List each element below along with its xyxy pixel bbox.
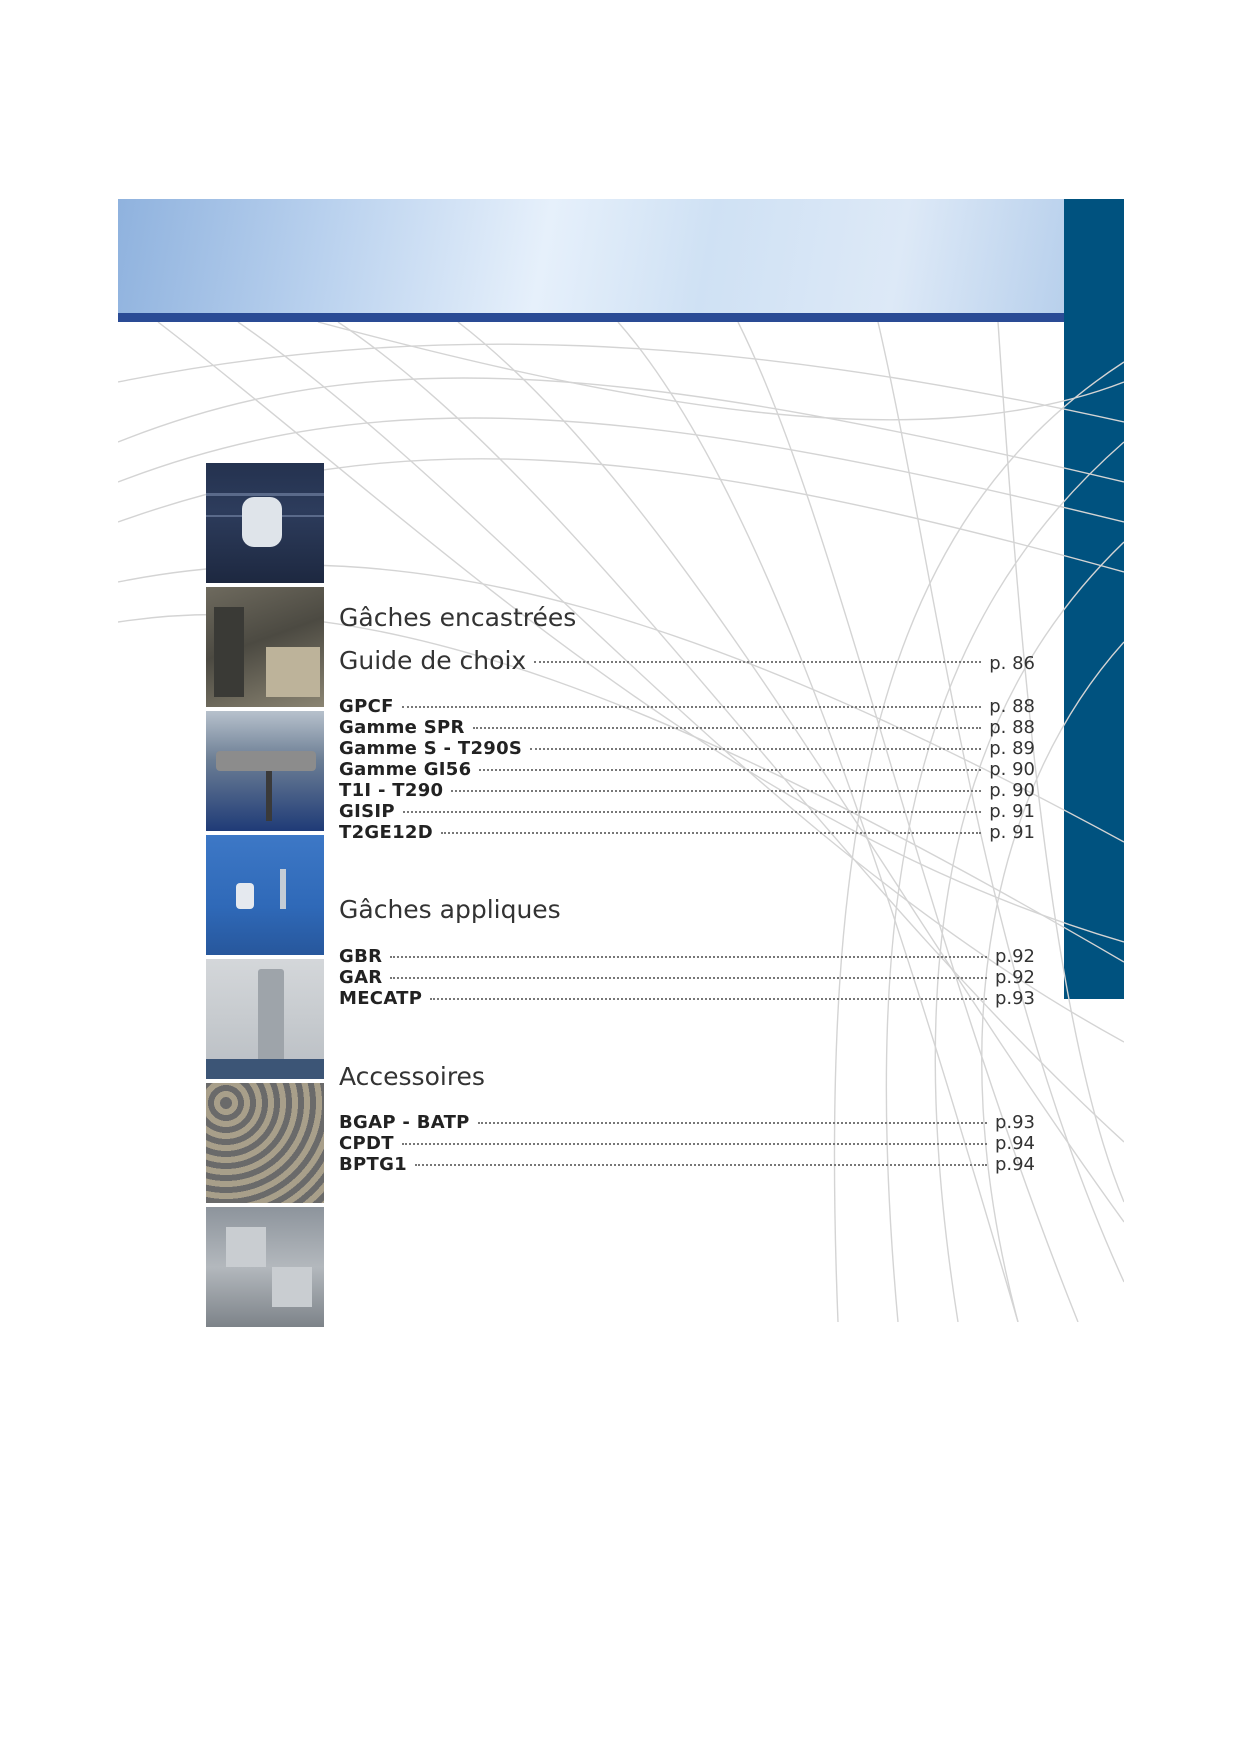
toc-entry-gamme-s-t290s[interactable] xyxy=(339,738,1035,759)
toc-entry-label: GISIP xyxy=(339,801,395,822)
guide-label: Guide de choix xyxy=(339,646,527,675)
section-title-appliques: Gâches appliques xyxy=(339,895,561,924)
toc-entry-bptg1[interactable] xyxy=(339,1154,1035,1175)
toc-entry-page: p.94 xyxy=(994,1133,1035,1154)
photo-column xyxy=(206,463,326,1331)
toc-entry-label: Gamme SPR xyxy=(339,717,465,738)
toc-list-encastrees xyxy=(339,696,1035,843)
leader-dots xyxy=(534,661,981,663)
toc-entry-page: p.93 xyxy=(994,988,1035,1009)
toc-entry-page: p. 91 xyxy=(989,801,1035,822)
toc-entry-mecatp[interactable] xyxy=(339,988,1035,1009)
leader-dots xyxy=(530,748,981,750)
toc-entry-page: p.92 xyxy=(994,967,1035,988)
toc-entry-page: p. 90 xyxy=(989,780,1035,801)
toc-entry-gbr[interactable] xyxy=(339,946,1035,967)
guide-row[interactable] xyxy=(339,646,1035,675)
keypad-on-dark-door-photo xyxy=(206,463,324,583)
toc-entry-label: GPCF xyxy=(339,696,394,717)
leader-dots xyxy=(402,706,982,708)
header-stripe xyxy=(118,313,1064,322)
leader-dots xyxy=(451,790,981,792)
toc-entry-gpcf[interactable] xyxy=(339,696,1035,717)
toc-entry-page: p.92 xyxy=(994,946,1035,967)
toc-entry-bgap-batp[interactable] xyxy=(339,1112,1035,1133)
toc-entry-label: GAR xyxy=(339,967,383,988)
header-banner xyxy=(118,199,1064,313)
toc-entry-gar[interactable] xyxy=(339,967,1035,988)
leader-dots xyxy=(479,769,981,771)
toc-entry-gisip[interactable] xyxy=(339,801,1035,822)
toc-entry-label: T2GE12D xyxy=(339,822,433,843)
toc-entry-page: p. 88 xyxy=(989,717,1035,738)
toc-entry-t2ge12d[interactable] xyxy=(339,822,1035,843)
electrical-boxes-photo xyxy=(206,1207,324,1327)
toc-list-appliques xyxy=(339,946,1035,1009)
steel-keypad-photo xyxy=(206,959,324,1079)
toc-entry-cpdt[interactable] xyxy=(339,1133,1035,1154)
toc-entry-label: T1I - T290 xyxy=(339,780,444,801)
leader-dots xyxy=(478,1122,987,1124)
toc-entry-gamme-gi56[interactable] xyxy=(339,759,1035,780)
leader-dots xyxy=(390,956,987,958)
guide-page: p. 86 xyxy=(989,653,1035,674)
server-room-photo xyxy=(206,587,324,707)
toc-entry-label: Gamme S - T290S xyxy=(339,738,523,759)
toc-entry-page: p. 89 xyxy=(989,738,1035,759)
toc-entry-page: p. 91 xyxy=(989,822,1035,843)
parts-production-photo xyxy=(206,1083,324,1203)
toc-entry-label: BPTG1 xyxy=(339,1154,407,1175)
section-title-accessoires: Accessoires xyxy=(339,1062,485,1091)
toc-entry-page: p. 88 xyxy=(989,696,1035,717)
toc-entry-label: CPDT xyxy=(339,1133,394,1154)
leader-dots xyxy=(441,832,981,834)
toc-list-accessoires xyxy=(339,1112,1035,1175)
toc-entry-page: p.94 xyxy=(994,1154,1035,1175)
toc-entry-page: p.93 xyxy=(994,1112,1035,1133)
leader-dots xyxy=(390,977,986,979)
toc-entry-label: BGAP - BATP xyxy=(339,1112,470,1133)
leader-dots xyxy=(402,1143,987,1145)
toc-entry-label: GBR xyxy=(339,946,383,967)
door-closer-photo xyxy=(206,711,324,831)
keypad-on-blue-door-photo xyxy=(206,835,324,955)
toc-entry-page: p. 90 xyxy=(989,759,1035,780)
section-title-encastrees: Gâches encastrées xyxy=(339,603,577,632)
leader-dots xyxy=(403,811,981,813)
leader-dots xyxy=(430,998,987,1000)
toc-entry-label: Gamme GI56 xyxy=(339,759,472,780)
leader-dots xyxy=(473,727,982,729)
leader-dots xyxy=(415,1164,987,1166)
toc-entry-t1i-t290[interactable] xyxy=(339,780,1035,801)
toc-entry-label: MECATP xyxy=(339,988,423,1009)
toc-entry-gamme-spr[interactable] xyxy=(339,717,1035,738)
